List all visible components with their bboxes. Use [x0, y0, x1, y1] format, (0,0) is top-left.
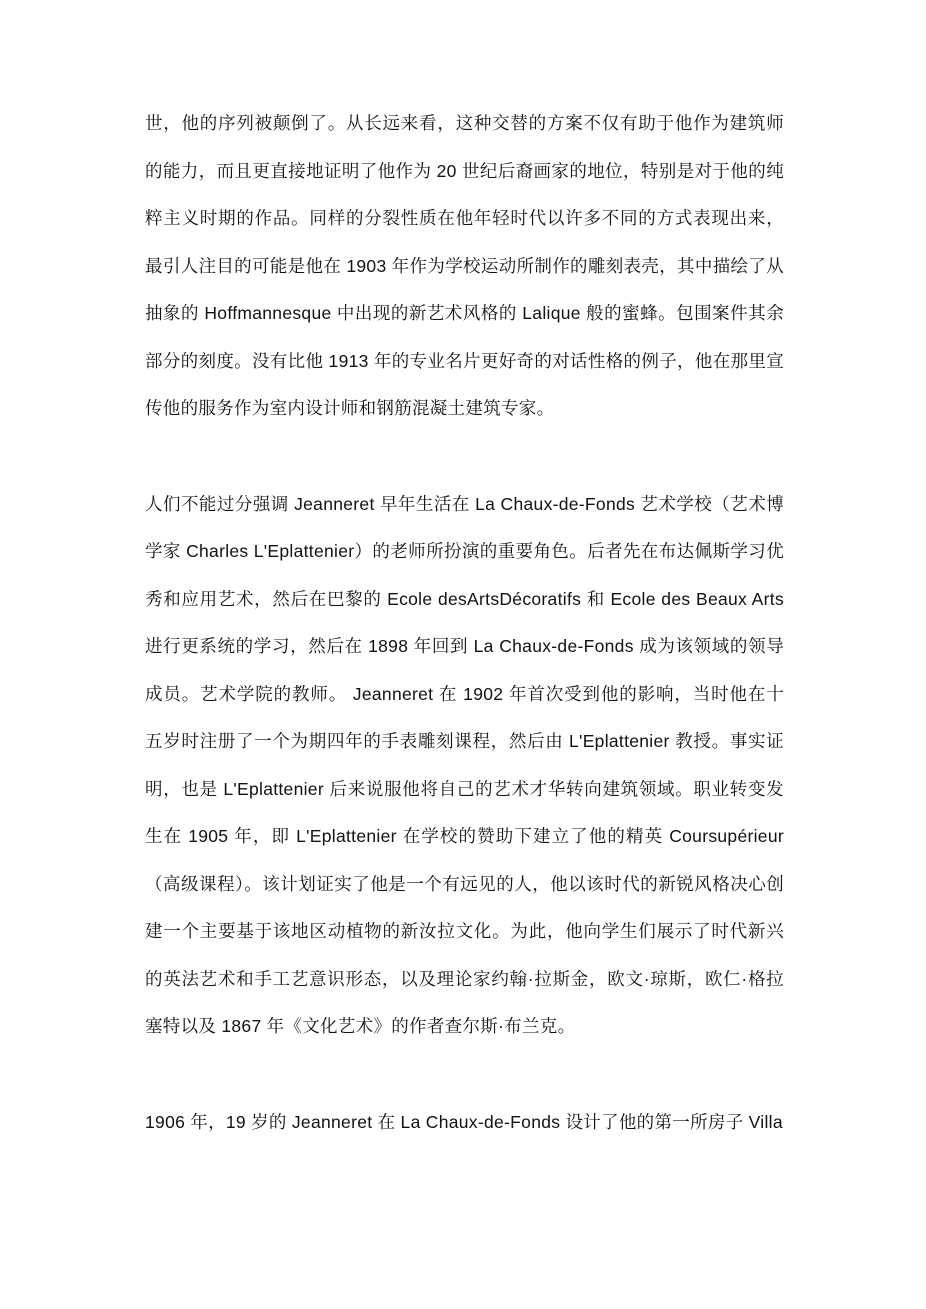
paragraph-2: 人们不能过分强调 Jeanneret 早年生活在 La Chaux-de-Fonds 艺术学校（艺术博学家 Charles L'Eplattenier）的老师所扮演的重要角色。后者先在布达佩斯学习优秀和应用艺术，然后在巴黎的 Ecole desArtsDécoratifs 和 Ecole des Beaux Arts 进行更系统的学习，然后在 1898 年回到 La Chaux-de-Fonds 成为该领域的领导成员。艺术学院的教师。 Jeanneret 在 1902 年首次受到他的影响，当时他在十五岁时注册了一个为期四年的手表雕刻课程，然后由 L'Eplattenier 教授。事实证明，也是 L'Eplattenier 后来说服他将自己的艺术才华转向建筑领域。职业转变发生在 1905 年，即 L'Eplattenier 在学校的赞助下建立了他的精英 Coursupérieur（高级课程）。该计划证实了他是一个有远见的人，他以该时代的新锐风格决心创建一个主要基于该地区动植物的新汝拉文化。为此，他向学生们展示了时代新兴的英法艺术和手工艺意识形态，以及理论家约翰·拉斯金，欧文·琼斯，欧仁·格拉塞特以及 1867 年《文化艺术》的作者查尔斯·布兰克。 — [145, 493, 784, 1036]
paragraph-1: 世，他的序列被颠倒了。从长远来看，这种交替的方案不仅有助于他作为建筑师的能力，而且更直接地证明了他作为 20 世纪后裔画家的地位，特别是对于他的纯粹主义时期的作品。同样的分裂性质在他年轻时代以许多不同的方式表现出来，最引人注目的可能是他在 1903 年作为学校运动所制作的雕刻表壳，其中描绘了从抽象的 Hoffmannesque 中出现的新艺术风格的 Lalique 般的蜜蜂。包围案件其余部分的刻度。没有比他 1913 年的专业名片更好奇的对话性格的例子，他在那里宣传他的服务作为室内设计师和钢筋混凝土建筑专家。 — [145, 113, 784, 418]
paragraph-3: 1906 年，19 岁的 Jeanneret 在 La Chaux-de-Fonds 设计了他的第一所房子 Villa — [145, 1111, 783, 1132]
